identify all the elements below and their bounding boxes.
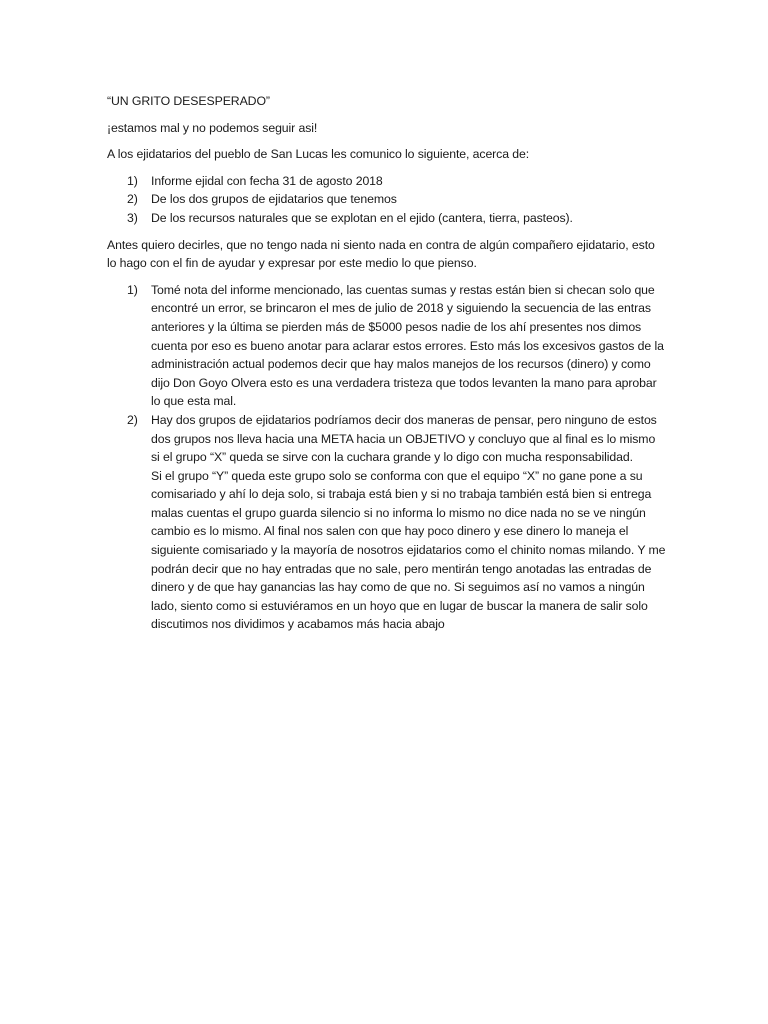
- list-item: [107, 209, 667, 228]
- list-item: [107, 172, 667, 191]
- document-body: [107, 92, 667, 642]
- list-item-number: 3): [127, 210, 138, 225]
- intro-paragraph: A los ejidatarios del pueblo de San Lucas les comunico lo siguiente, acerca de:: [107, 147, 530, 162]
- points-list: [107, 281, 667, 634]
- list-item: [107, 411, 667, 634]
- document-title: “UN GRITO DESESPERADO”: [107, 94, 270, 108]
- opening-exclamation: ¡estamos mal y no podemos seguir asi!: [107, 120, 318, 135]
- list-item: [107, 281, 667, 411]
- list-item-continuation: Si el grupo “Y” queda este grupo solo se conforma con que el equipo “X” no gane pone a su comisariado y ahí lo deja solo, si trabaja está bien y si no trabaja también está bien si entrega malas cuentas el grupo guarda silencio si no informa lo mismo no dice nada no se ve ningún cambio es lo mismo. Al final nos salen con que hay poco dinero y ese dinero lo maneja el siguiente comisariado y la mayoría de nosotros ejidatarios como el chinito nomas milando. Y me podrán decir que no hay entradas que no sale, pero mentirán tengo anotadas las entradas de dinero y de que hay ganancias las hay como de que no. Si seguimos así no vamos a ningún lado, siento como si estuviéramos en un hoyo que en lugar de buscar la manera de salir solo discutimos nos dividimos y acabamos más hacia abajo: [151, 468, 666, 632]
- list-item-text: Hay dos grupos de ejidatarios podríamos decir dos maneras de pensar, pero ninguno de estos dos grupos nos lleva hacia una META hacia un OBJETIVO y concluyo que al final es lo mismo si el grupo “X” queda se sirve con la cuchara grande y lo digo con mucha responsabilidad.: [151, 412, 657, 465]
- list-item-number: 1): [127, 173, 138, 188]
- list-item-number: 2): [127, 412, 138, 427]
- list-item-text: Informe ejidal con fecha 31 de agosto 2018: [151, 173, 383, 188]
- list-item-text: De los recursos naturales que se explotan en el ejido (cantera, tierra, pasteos).: [151, 210, 573, 225]
- list-item-text: De los dos grupos de ejidatarios que tenemos: [151, 192, 397, 207]
- list-item-number: 2): [127, 192, 138, 207]
- list-item: [107, 190, 667, 209]
- list-item-number: 1): [127, 282, 138, 297]
- topics-list: [107, 172, 667, 228]
- list-item-text: Tomé nota del informe mencionado, las cuentas sumas y restas están bien si checan solo que encontré un error, se brincaron el mes de julio de 2018 y siguiendo la secuencia de las entras anteriores y la última se pierden más de $5000 pesos nadie de los ahí presentes nos dimos cuenta por eso es bueno anotar para aclarar estos errores. Esto más los excesivos gastos de la administración actual podemos decir que hay malos manejos de los recursos (dinero) y como dijo Don Goyo Olvera esto es una verdadera tristeza que todos levanten la mano para aprobar lo que esta mal.: [151, 282, 664, 409]
- preface-paragraph: Antes quiero decirles, que no tengo nada ni siento nada en contra de algún compañero ejidatario, esto lo hago con el fin de ayudar y expresar por este medio lo que pienso.: [107, 237, 655, 271]
